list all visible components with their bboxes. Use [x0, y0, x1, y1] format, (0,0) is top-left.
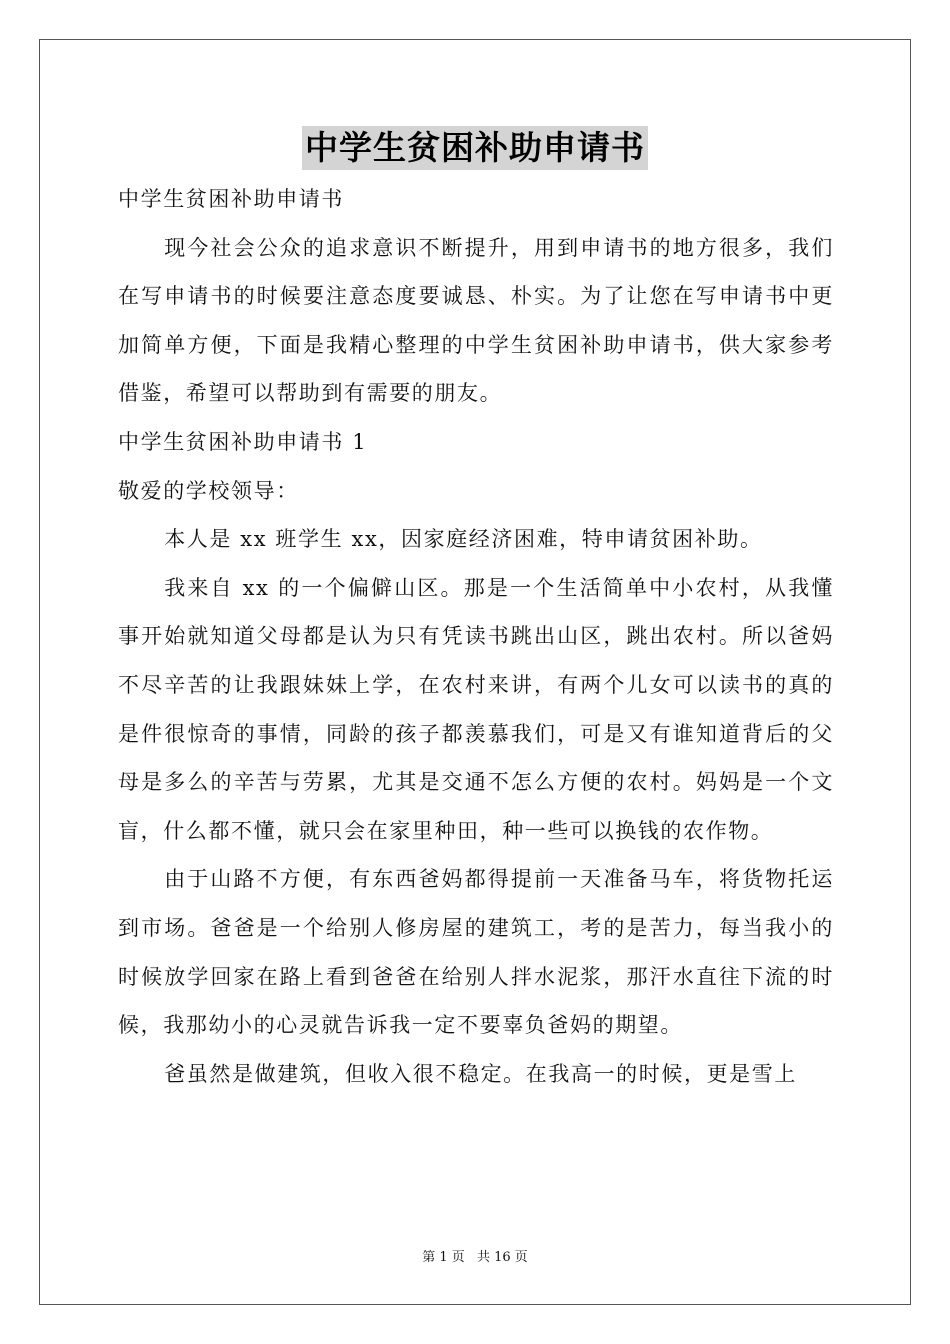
title-container: [0, 126, 950, 170]
paragraph: 现今社会公众的追求意识不断提升，用到申请书的地方很多，我们在写申请书的时候要注意态度要诚恳、朴实。为了让您在写申请书中更加简单方便，下面是我精心整理的中学生贫困补助申请书，供大家参考借鉴，希望可以帮助到有需要的朋友。: [118, 235, 834, 406]
page-number: 第 1 页: [422, 1250, 465, 1265]
paragraph: 由于山路不方便，有东西爸妈都得提前一天准备马车，将货物托运到市场。爸爸是一个给别人修房屋的建筑工，考的是苦力，每当我小的时候放学回家在路上看到爸爸在给别人拌水泥浆，那汗水直往下流的时候，我那幼小的心灵就告诉我一定不要辜负爸妈的期望。: [118, 867, 834, 1038]
page-footer: [0, 1246, 950, 1265]
paragraph: 中学生贫困补助申请书: [118, 187, 344, 211]
paragraph: 爸虽然是做建筑，但收入很不稳定。在我高一的时候，更是雪上: [164, 1061, 797, 1086]
paragraph: 本人是 xx 班学生 xx，因家庭经济困难，特申请贫困补助。: [164, 527, 763, 552]
document-title: 中学生贫困补助申请书: [302, 126, 648, 170]
paragraph: 我来自 xx 的一个偏僻山区。那是一个生活简单中小农村，从我懂事开始就知道父母都是认为只有凭读书跳出山区，跳出农村。所以爸妈不尽辛苦的让我跟妹妹上学，在农村来讲，有两个儿女可以读书的真的是件很惊奇的事情，同龄的孩子都羡慕我们，可是又有谁知道背后的父母是多么的辛苦与劳累，尤其是交通不怎么方便的农村。妈妈是一个文盲，什么都不懂，就只会在家里种田，种一些可以换钱的农作物。: [118, 575, 834, 843]
document-body: [118, 175, 834, 1098]
paragraph: 敬爱的学校领导：: [118, 478, 299, 503]
paragraph: 中学生贫困补助申请书 1: [118, 429, 368, 454]
total-pages: 共 16 页: [476, 1250, 528, 1265]
